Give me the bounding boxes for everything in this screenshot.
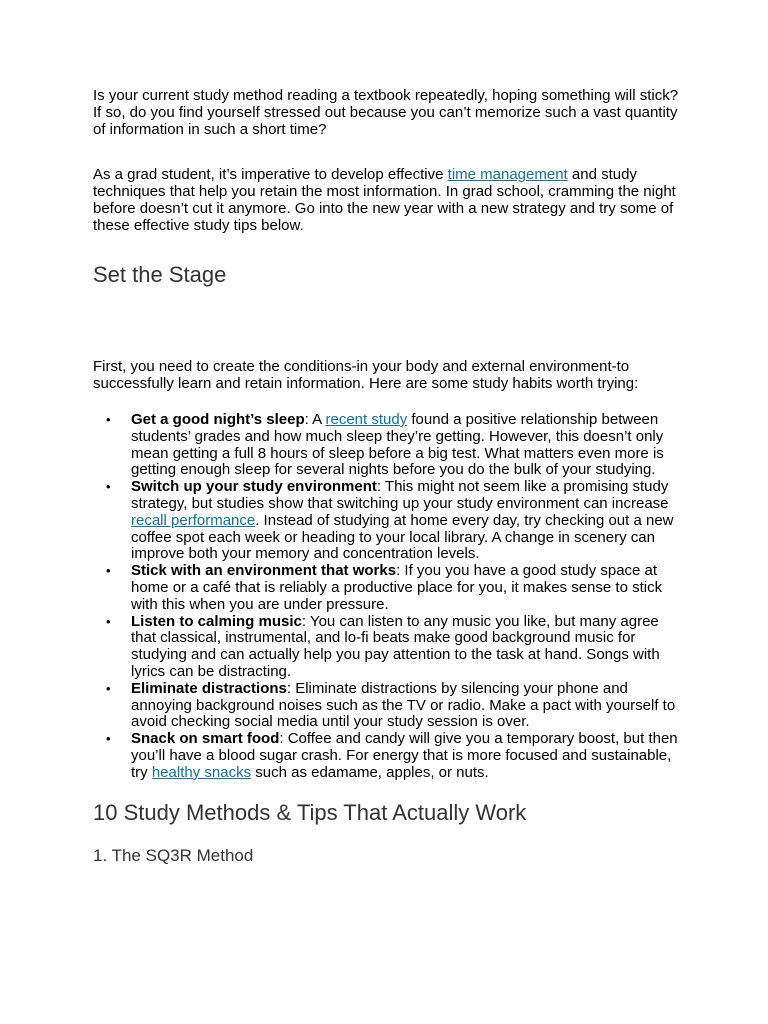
time-management-link[interactable]: time management bbox=[447, 166, 568, 183]
list-item-title: Eliminate distractions bbox=[131, 679, 287, 697]
list-item-text: : If you you have a good study space at home or a café that is reliably a productive place for you, it makes sense to stick with this when you are under pressure. bbox=[131, 562, 663, 613]
stage-intro-paragraph: First, you need to create the conditions-in your body and external environment-to successfully learn and retain information. Here are some study habits worth trying: bbox=[93, 358, 639, 392]
intro-text-after-link: and study techniques that help you retain the most information. In grad school, cramming the night before doesn’t cut it anymore. Go into the new year with a new strategy and try some of these effective study tips below. bbox=[93, 166, 676, 234]
list-item-title: Snack on smart food bbox=[131, 730, 280, 748]
list-item-snacks bbox=[131, 731, 683, 781]
set-the-stage-heading: Set the Stage bbox=[93, 262, 227, 287]
list-item-environment bbox=[131, 479, 683, 563]
list-item-text: : This might not seem like a promising study strategy, but studies show that switching up your study environment can increase bbox=[131, 478, 669, 512]
list-item-title: Get a good night’s sleep bbox=[131, 411, 305, 428]
list-item-sleep bbox=[131, 412, 683, 479]
recent-study-link[interactable]: recent study bbox=[325, 411, 408, 428]
list-item-music bbox=[131, 614, 683, 681]
list-item-text: : Coffee and candy will give you a temporary boost, but then you’ll have a blood sugar crash. For energy that is more focused and sustainable, try bbox=[131, 730, 678, 781]
intro-paragraph-2 bbox=[93, 166, 683, 234]
list-item-title: Stick with an environment that works bbox=[131, 562, 397, 580]
sq3r-method-subheading: 1. The SQ3R Method bbox=[93, 845, 254, 865]
list-item-text: : Eliminate distractions by silencing your phone and annoying background noises such as the TV or radio. Make a pact with yourself to avoid checking social media until your study session is over. bbox=[131, 679, 676, 731]
recall-performance-link[interactable]: recall performance bbox=[131, 511, 256, 529]
study-habits-list bbox=[93, 412, 683, 782]
list-item-text: found a positive relationship between students’ grades and how much sleep they’re getting. However, this doesn’t only mean getting a full 8 hours of sleep before a big test. What matters even more is getting enough sleep for several nights before you do the bulk of your studying. bbox=[131, 411, 664, 479]
list-item-text: : You can listen to any music you like, but many agree that classical, instrumental, and lo-fi beats make good background music for studying and can actually help you pay attention to the task at hand. Songs with lyrics can be distracting. bbox=[131, 612, 660, 680]
list-item-text: . Instead of studying at home every day, try checking out a new coffee spot each week or heading to your local library. A change in scenery can improve both your memory and concentration levels. bbox=[131, 511, 674, 563]
intro-text-before-link: As a grad student, it’s imperative to develop effective bbox=[93, 166, 448, 183]
list-item-title: Switch up your study environment bbox=[131, 478, 377, 496]
list-item-title: Listen to calming music bbox=[131, 612, 302, 630]
list-item-text: such as edamame, apples, or nuts. bbox=[251, 763, 489, 781]
intro-paragraph-1: Is your current study method reading a textbook repeatedly, hoping something will stick? If so, do you find yourself stressed out because you can’t memorize such a vast quantity of information in such a short time? bbox=[93, 87, 679, 138]
list-item-text: : A bbox=[304, 411, 326, 428]
healthy-snacks-link[interactable]: healthy snacks bbox=[151, 763, 252, 781]
study-methods-heading: 10 Study Methods & Tips That Actually Work bbox=[93, 799, 527, 825]
article-body bbox=[93, 87, 683, 866]
list-item-distractions bbox=[131, 681, 683, 731]
list-item-stick-environment bbox=[131, 563, 683, 613]
